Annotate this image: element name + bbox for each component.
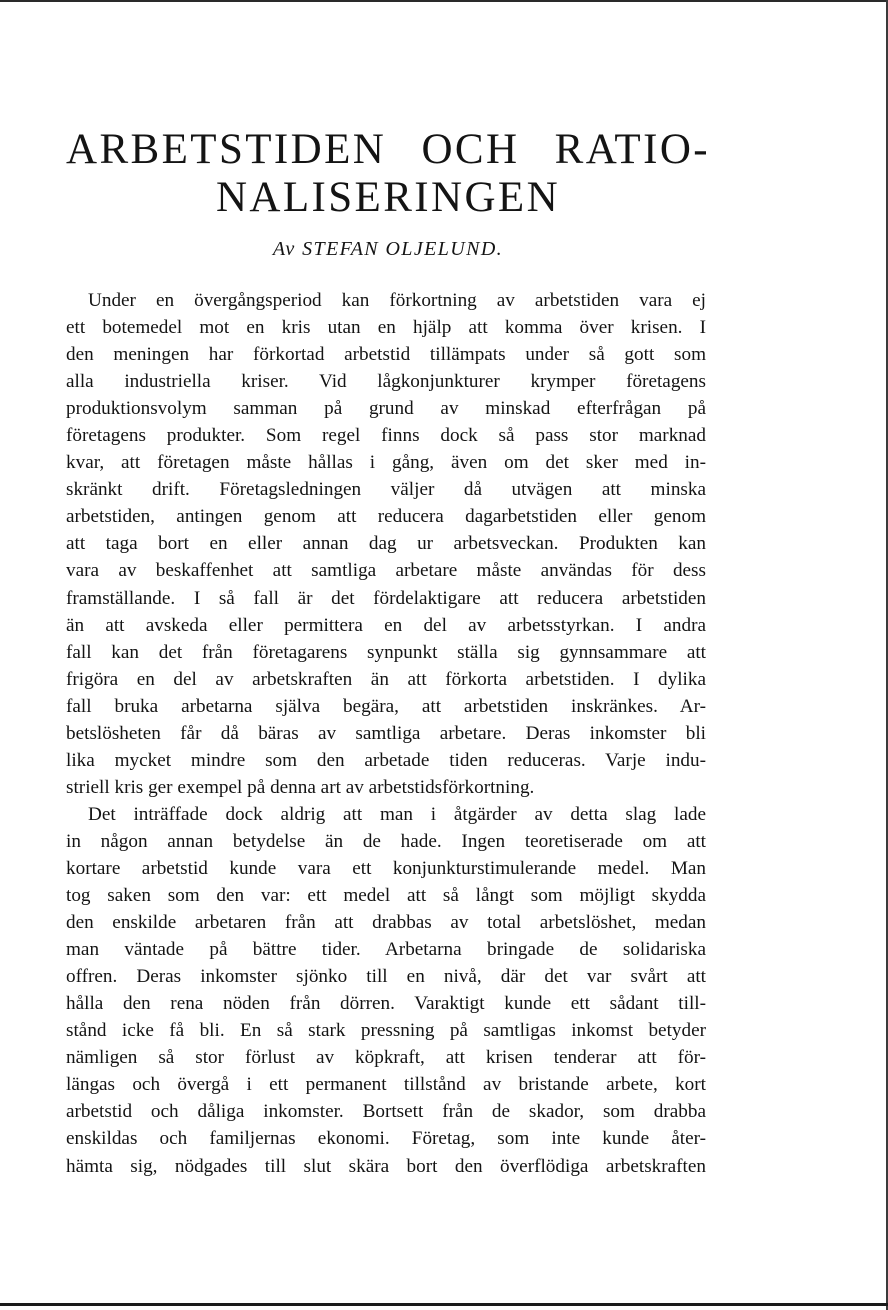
text-line: offren. Deras inkomster sjönko till en nivå, där det var svårt att <box>66 966 706 988</box>
text-line: skränkt drift. Företagsledningen väljer då utvägen att minska <box>66 479 706 501</box>
text-line: stånd icke få bli. En så stark pressning på samtligas inkomst betyder <box>66 1020 706 1042</box>
text-line: produktionsvolym samman på grund av minskad efterfrågan på <box>66 398 706 420</box>
text-line: fall bruka arbetarna själva begära, att arbetstiden inskränkes. Ar- <box>66 695 706 717</box>
text-line: att taga bort en eller annan dag ur arbetsveckan. Produkten kan <box>66 533 706 555</box>
text-line: kvar, att företagen måste hållas i gång, även om det sker med in- <box>66 452 706 474</box>
article-byline: Av STEFAN OLJELUND. <box>272 238 504 260</box>
text-line: man väntade på bättre tider. Arbetarna bringade de solidariska <box>66 939 706 961</box>
article-title-line-1: ARBETSTIDEN OCH RATIO- <box>66 126 710 173</box>
text-line: arbetstid och dåliga inkomster. Bortsett från de skador, som drabba <box>66 1101 706 1123</box>
text-line: kortare arbetstid kunde vara ett konjunkturstimulerande medel. Man <box>66 857 706 879</box>
text-line: in någon annan betydelse än de hade. Ingen teoretiserade om att <box>66 830 706 852</box>
text-line: Under en övergångsperiod kan förkortning av arbetstiden vara ej <box>88 290 706 311</box>
page-top-border <box>0 0 888 2</box>
text-line: vara av beskaffenhet att samtliga arbetare måste användas för dess <box>66 560 706 582</box>
text-line: nämligen så stor förlust av köpkraft, att krisen tenderar att för- <box>66 1047 706 1069</box>
text-line: framställande. I så fall är det fördelaktigare att reducera arbetstiden <box>66 587 706 609</box>
text-line: betslösheten får då bäras av samtliga arbetare. Deras inkomster bli <box>66 722 706 744</box>
paragraph-2 <box>66 801 706 1180</box>
text-line: företagens produkter. Som regel finns dock så pass stor marknad <box>66 425 706 447</box>
text-line: striell kris ger exempel på denna art av arbetstidsförkortning. <box>66 776 535 798</box>
text-line: alla industriella kriser. Vid lågkonjunkturer krymper företagens <box>66 371 706 393</box>
text-line: hålla den rena nöden från dörren. Varaktigt kunde ett sådant till- <box>66 993 706 1015</box>
article-title-line-2: NALISERINGEN <box>215 174 561 221</box>
text-line: den meningen har förkortad arbetstid tillämpats under så gott som <box>66 344 706 366</box>
text-line: ett botemedel mot en kris utan en hjälp att komma över krisen. I <box>66 317 706 339</box>
text-line: fall kan det från företagarens synpunkt ställa sig gynnsammare att <box>66 641 706 663</box>
text-line: frigöra en del av arbetskraften än att förkorta arbetstiden. I dylika <box>66 668 706 690</box>
page-bottom-border <box>0 1303 888 1306</box>
text-line: än att avskeda eller permittera en del av arbetsstyrkan. I andra <box>66 614 706 636</box>
text-line: den enskilde arbetaren från att drabbas av total arbetslöshet, medan <box>66 912 706 934</box>
text-line: Det inträffade dock aldrig att man i åtgärder av detta slag lade <box>88 803 706 825</box>
paragraph-1 <box>66 287 706 801</box>
text-line: enskildas och familjernas ekonomi. Företag, som inte kunde åter- <box>66 1128 706 1150</box>
text-line: hämta sig, nödgades till slut skära bort den överflödiga arbetskraften <box>66 1155 706 1177</box>
text-line: lika mycket mindre som den arbetade tiden reduceras. Varje indu- <box>66 749 706 771</box>
text-line: tog saken som den var: ett medel att så långt som möjligt skydda <box>66 885 706 907</box>
text-line: arbetstiden, antingen genom att reducera dagarbetstiden eller genom <box>66 506 706 528</box>
text-line: längas och övergå i ett permanent tillstånd av bristande arbete, kort <box>66 1074 706 1096</box>
article-body <box>66 287 706 1180</box>
